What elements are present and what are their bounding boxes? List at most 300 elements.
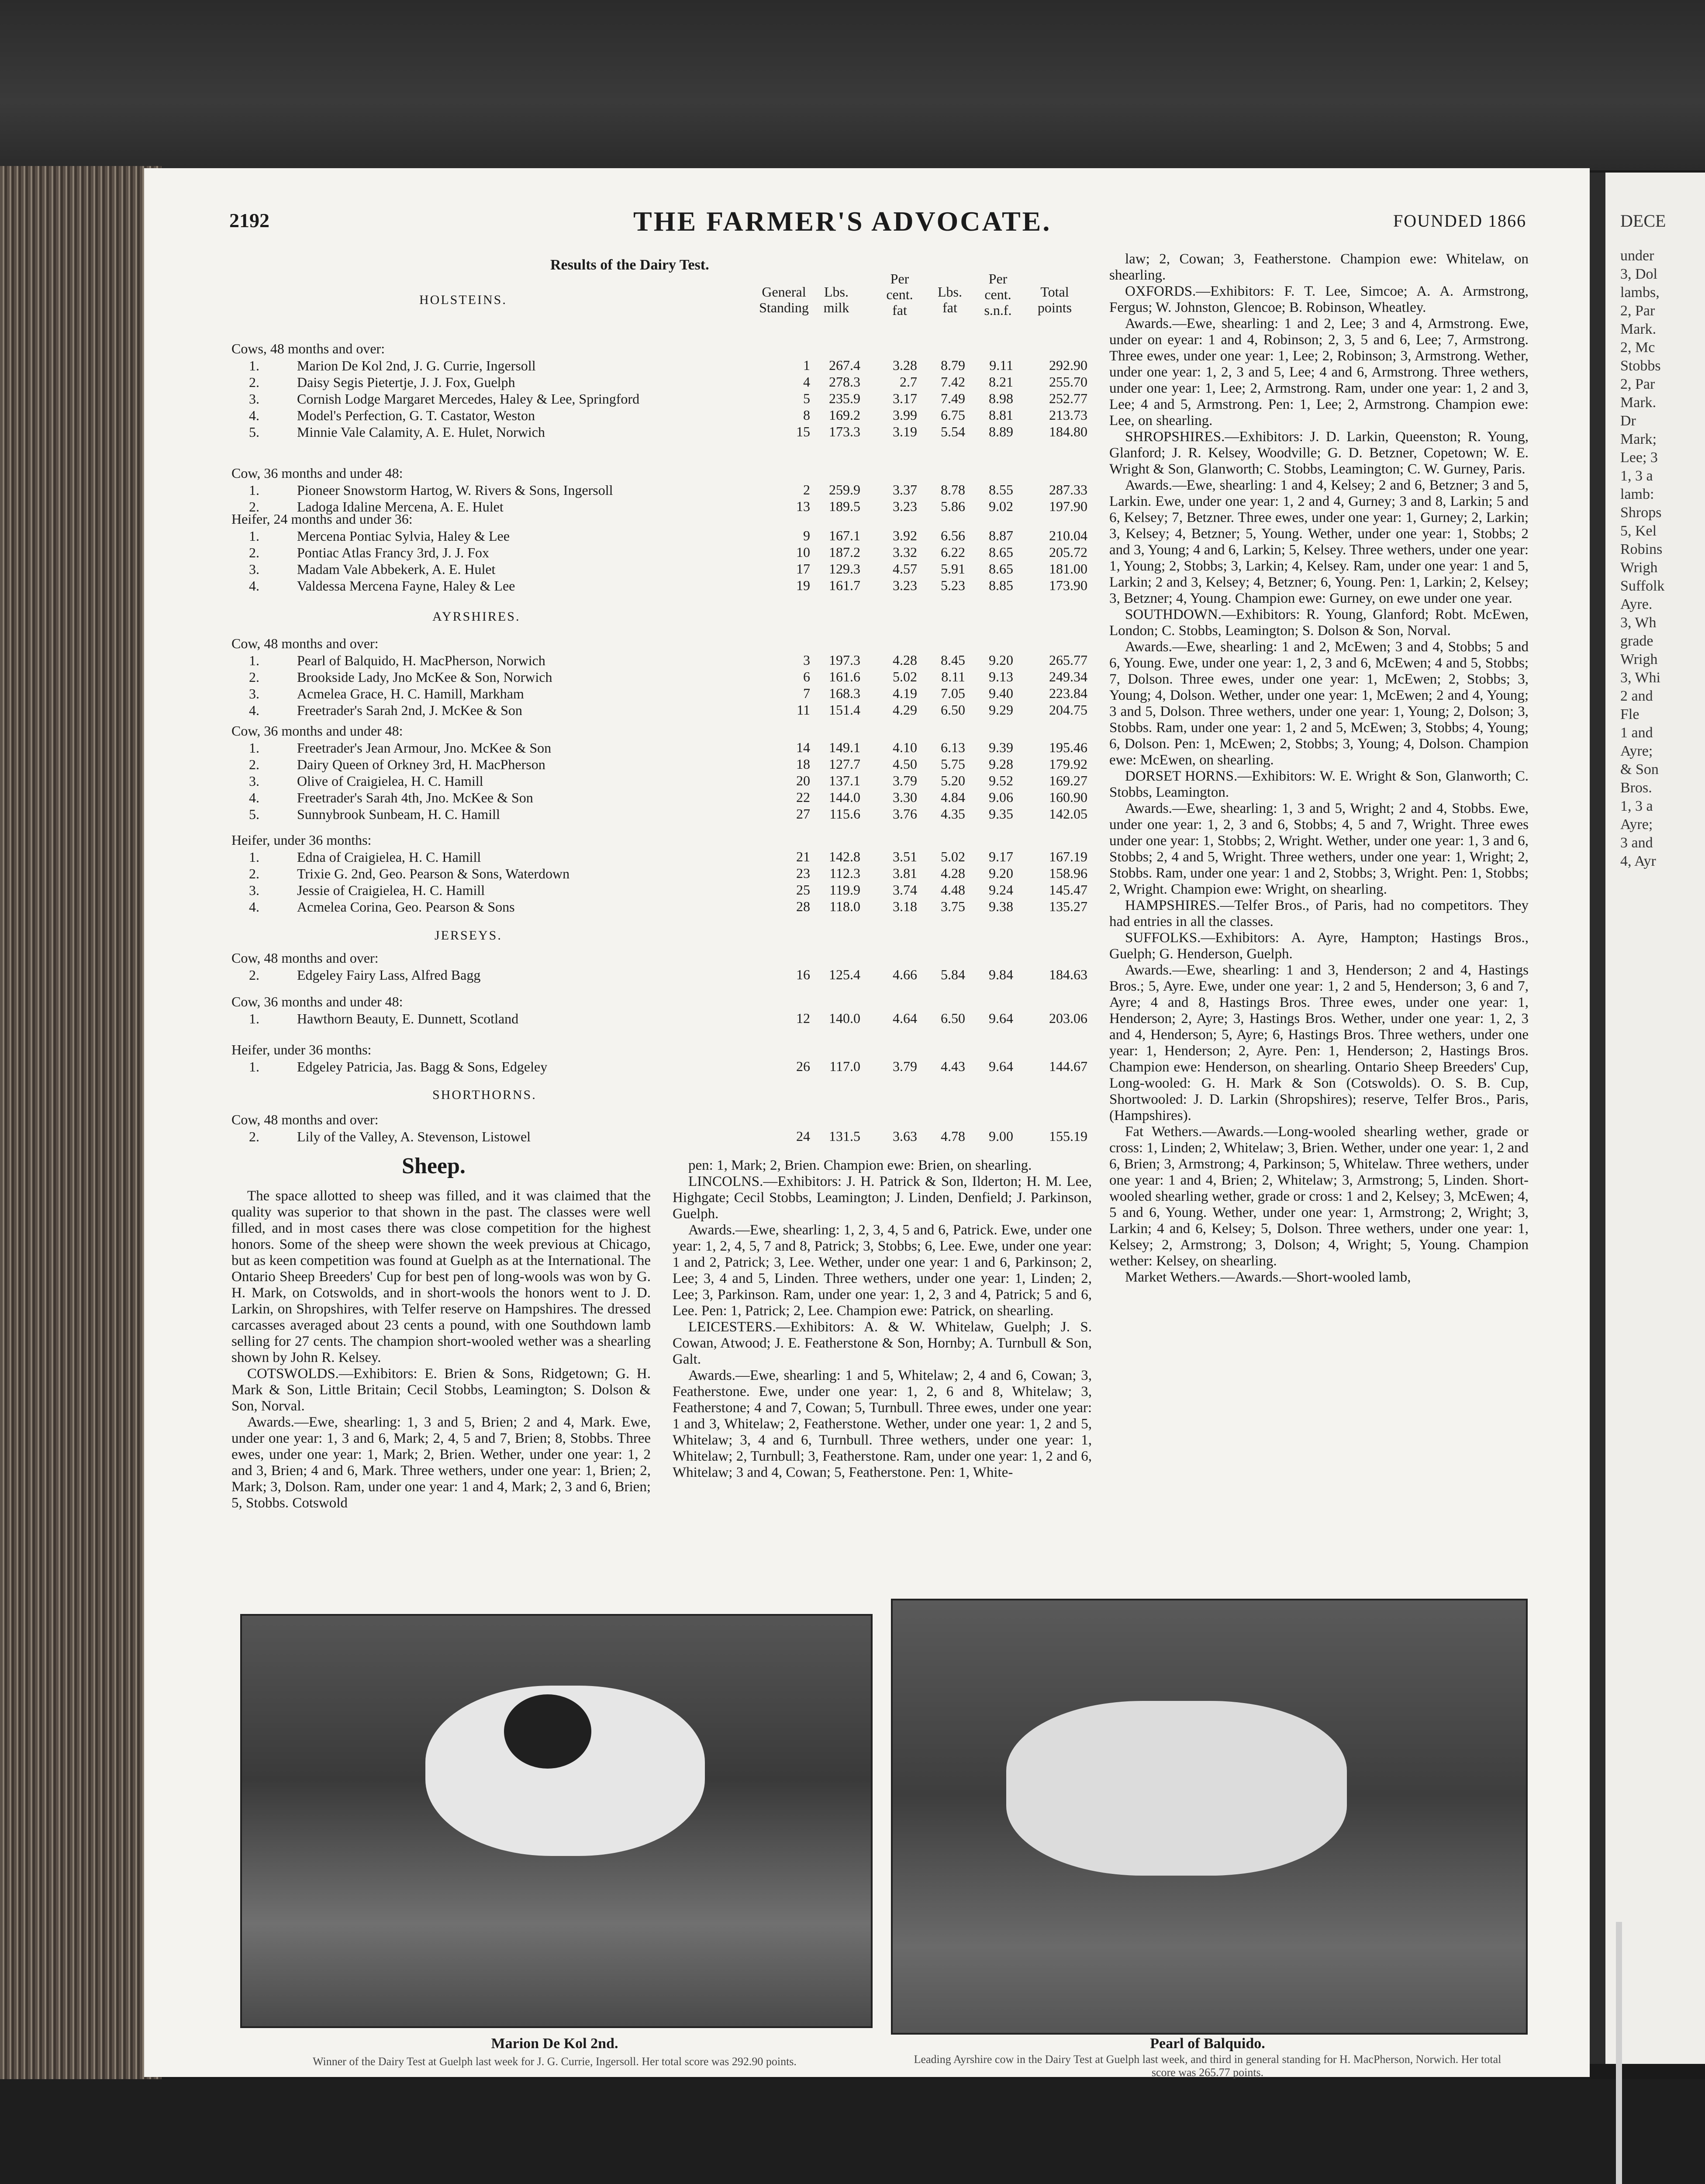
row-entry-name: Valdessa Mercena Fayne, Haley & Lee bbox=[297, 578, 515, 594]
row-entry-name: Pontiac Atlas Francy 3rd, J. J. Fox bbox=[297, 545, 489, 560]
row-value: 278.3 bbox=[829, 374, 860, 390]
row-rank: 3. bbox=[249, 686, 259, 702]
row-value: 4.48 bbox=[941, 882, 965, 898]
row-value: 8.55 bbox=[989, 482, 1013, 498]
row-value: 3.32 bbox=[893, 544, 917, 560]
row-value: 3.92 bbox=[893, 528, 917, 543]
table-row bbox=[231, 756, 545, 773]
row-value: 223.84 bbox=[1049, 685, 1087, 701]
sheep-paragraph: Awards.—Ewe, shearling: 1 and 4, Kelsey; 2 and 6, Betzner; 3 and 5, Larkin. Ewe, under one year: 1, 2 and 4, Gurney; 3 and 8, Larkin; 5 and 6, Kelsey; 7, Betzner. Three ewes, under one year: 1, Gurney; 2, Larkin; 3, Kelsey; 4, Betzner; 5, Young. Wether, under one year: 1, Stobbs; 2 and 3, Young; 4 and 6, Larkin; 5, Kelsey. Three wethers, under one year: 1, Young; 2, Stobbs; 3, Larkin; 4, Kelsey. Ram, under one year: 1 and 5, Larkin; 2 and 3, Kelsey; 4, Betzner; 6, Young. Pen: 1, Larkin; 2, Kelsey; 3, Betzner; 4, Young. Champion ewe: Gurney, on ewe under one year. bbox=[1109, 477, 1529, 606]
adjacent-text-fragment: 1, 3 a bbox=[1620, 798, 1653, 814]
page-gutter bbox=[1590, 173, 1605, 2064]
row-entry-name: Lily of the Valley, A. Stevenson, Listowel bbox=[297, 1129, 531, 1144]
row-value: 235.9 bbox=[829, 390, 860, 406]
row-entry-name: Mercena Pontiac Sylvia, Haley & Lee bbox=[297, 528, 510, 544]
row-value: 3.75 bbox=[941, 898, 965, 914]
adjacent-text-fragment: Mark; bbox=[1620, 431, 1657, 447]
row-value: 4.57 bbox=[893, 561, 917, 577]
table-row bbox=[231, 424, 545, 440]
table-row bbox=[231, 789, 533, 806]
table-group-label: Cow, 36 months and under 48: bbox=[231, 723, 403, 739]
table-group-label: Cow, 48 months and over: bbox=[231, 636, 379, 651]
row-value: 17 bbox=[796, 561, 810, 577]
row-value: 5.02 bbox=[893, 669, 917, 684]
table-group-label: Cow, 36 months and under 48: bbox=[231, 465, 403, 481]
row-rank: 4. bbox=[249, 790, 259, 805]
row-rank: 1. bbox=[249, 482, 259, 498]
row-value: 259.9 bbox=[829, 482, 860, 498]
table-row bbox=[231, 1058, 547, 1075]
row-value: 7 bbox=[803, 685, 810, 701]
row-entry-name: Olive of Craigielea, H. C. Hamill bbox=[297, 773, 483, 789]
table-group-label: Cow, 48 months and over: bbox=[231, 950, 379, 966]
row-value: 151.4 bbox=[829, 702, 860, 718]
row-value: 2 bbox=[803, 482, 810, 498]
row-rank: 1. bbox=[249, 849, 259, 865]
sheep-heading: Sheep. bbox=[402, 1154, 466, 1178]
row-value: 26 bbox=[796, 1058, 810, 1074]
table-row bbox=[231, 882, 485, 898]
table-row bbox=[231, 528, 510, 544]
adjacent-text-fragment: Bros. bbox=[1620, 780, 1652, 796]
table-row bbox=[231, 374, 515, 390]
col-total-points: Total points bbox=[1037, 284, 1072, 315]
row-value: 4.28 bbox=[941, 865, 965, 881]
row-rank: 2. bbox=[249, 499, 259, 515]
row-value: 155.19 bbox=[1049, 1128, 1087, 1144]
sheep-paragraph: LEICESTERS.—Exhibitors: A. & W. Whitelaw, Guelph; J. S. Cowan, Atwood; J. E. Featherstone & Son, Hornby; A. Turnbull & Son, Galt. bbox=[673, 1319, 1092, 1367]
row-value: 11 bbox=[797, 702, 810, 718]
masthead-title: THE FARMER'S ADVOCATE. bbox=[633, 206, 1052, 237]
col-lbs-fat: Lbs. fat bbox=[938, 284, 962, 315]
row-entry-name: Pearl of Balquido, H. MacPherson, Norwich bbox=[297, 653, 545, 668]
row-value: 127.7 bbox=[829, 756, 860, 772]
table-row bbox=[231, 669, 552, 685]
row-value: 25 bbox=[796, 882, 810, 898]
row-value: 7.42 bbox=[941, 374, 965, 390]
book-spine-edge bbox=[0, 166, 162, 2088]
sheep-paragraph: Market Wethers.—Awards.—Short-wooled lamb, bbox=[1125, 1269, 1411, 1285]
row-value: 3.76 bbox=[893, 806, 917, 822]
adjacent-text-fragment: 5, Kel bbox=[1620, 523, 1657, 539]
adjacent-text-fragment: & Son bbox=[1620, 761, 1659, 778]
sheep-paragraph: SUFFOLKS.—Exhibitors: A. Ayre, Hampton; Hastings Bros., Guelph; G. Henderson, Guelph. bbox=[1109, 930, 1529, 962]
adjacent-text-fragment: 2 and bbox=[1620, 688, 1653, 704]
table-row bbox=[231, 740, 551, 756]
adjacent-text-fragment: 1 and bbox=[1620, 725, 1653, 741]
row-value: 13 bbox=[796, 498, 810, 514]
adjacent-text-fragment: Wrigh bbox=[1620, 651, 1658, 667]
row-value: 168.3 bbox=[829, 685, 860, 701]
row-value: 18 bbox=[796, 756, 810, 772]
row-value: 118.0 bbox=[829, 898, 860, 914]
table-group-label: Heifer, under 36 months: bbox=[231, 1042, 372, 1057]
table-row bbox=[231, 357, 536, 374]
row-value: 9.20 bbox=[989, 652, 1013, 668]
row-value: 252.77 bbox=[1049, 390, 1087, 406]
adjacent-text-fragment: 2, Par bbox=[1620, 303, 1655, 319]
row-value: 8.11 bbox=[941, 669, 965, 684]
row-value: 267.4 bbox=[829, 357, 860, 373]
row-value: 6.13 bbox=[941, 740, 965, 755]
row-rank: 2. bbox=[249, 866, 259, 881]
table-row bbox=[231, 482, 613, 498]
sheep-paragraph: Awards.—Ewe, shearling: 1, 3 and 5, Brien; 2 and 4, Mark. Ewe, under one year: 1, 3 and 6, Mark; 2, 4, 5 and 7, Brien; 8, Stobbs. Three ewes, under one year: 1, Mark; 2, Brien. Wether, under one year: 1, 2 and 3, Brien; 4 and 6, Mark. Three wethers, under one year: 1, Brien; 2, Mark; 3, Dolson. Ram, under one year: 1 and 4, Mark; 2, 3 and 6, Brien; 5, Stobbs. Cotswold bbox=[231, 1414, 651, 1511]
row-rank: 4. bbox=[249, 702, 259, 718]
sheep-paragraph: Awards.—Ewe, shearling: 1 and 2, McEwen; 3 and 4, Stobbs; 5 and 6, Young. Ewe, under one year: 1, 2, 3 and 6, McEwen; 4 and 5, Stobbs; 7, Dolson. Three ewes, under one year: 1, McEwen; 2, Stobbs; 3, Young; 4, Dolson. Wether, under one year: 1, McEwen; 2 and 4, Young; 3 and 5, Dolson. Three wethers, under one year: 1, Young; 2, Dolson; 3, Stobbs. Ram, under one year: 1, 2 and 5, McEwen; 3, Stobbs; 4, Young; 6, Dolson. Pen: 1, McEwen; 2, Stobbs; 3, Young; 4, Dolson. Champion ewe: McEwen, on shearling. bbox=[1109, 639, 1529, 768]
sheep-paragraph: Awards.—Ewe, shearling: 1, 3 and 5, Wright; 2 and 4, Stobbs. Ewe, under one year: 1, 2, 3 and 6, Stobbs; 4, 5 and 7, Wright. Three ewes under one year: 1, Stobbs; 2, Wright. Wether, under one year: 1, 3 and 6, Stobbs; 2, 4 and 5, Wright. Three wethers, under one year: 1, Wright; 2, Stobbs. Ram, under one year: 1 and 2, Stobbs; 3, Wright. Pen: 1, Stobbs; 2, Wright. Champion ewe: Wright, on shearling. bbox=[1109, 801, 1529, 897]
row-value: 112.3 bbox=[829, 865, 860, 881]
row-value: 137.1 bbox=[829, 773, 860, 788]
row-value: 3.51 bbox=[893, 849, 917, 864]
row-entry-name: Minnie Vale Calamity, A. E. Hulet, Norwich bbox=[297, 424, 545, 440]
row-value: 184.80 bbox=[1049, 424, 1087, 439]
row-value: 27 bbox=[796, 806, 810, 822]
row-value: 167.1 bbox=[829, 528, 860, 543]
row-entry-name: Cornish Lodge Margaret Mercedes, Haley & Lee, Springford bbox=[297, 391, 640, 407]
row-value: 3.30 bbox=[893, 789, 917, 805]
row-value: 4.50 bbox=[893, 756, 917, 772]
row-entry-name: Freetrader's Sarah 4th, Jno. McKee & Son bbox=[297, 790, 533, 805]
row-rank: 2. bbox=[249, 669, 259, 685]
table-row bbox=[231, 967, 480, 983]
table-group-label: Heifer, 24 months and under 36: bbox=[231, 511, 413, 527]
scan-edge-stripe bbox=[1616, 1922, 1622, 2184]
adjacent-text-fragment: Stobbs bbox=[1620, 358, 1661, 374]
sheep-paragraph: Fat Wethers.—Awards.—Long-wooled shearling wether, grade or cross: 1, Linden; 2, Whitelaw; 3, Brien. Wether, under one year: 1, 2 and 6, Brien; 3, Armstrong; 4, Parkinson; 5, Whitelaw. Three wethers, under one year: 1 and 4, Brien; 2, Whitelaw; 3, Armstrong; 5, Linden. Short-wooled shearling wether, grade or cross: 1 and 2, Kelsey; 3, McEwen; 4, 5 and 6, Young. Wether, under one year: 1, Armstrong; 2, Wright; 3, Larkin; 4 and 6, Kelsey; 5, Dolson. Three wethers, under one year: 1, Kelsey; 2, Armstrong; 3, Dolson; 4, Wright; 5, Young. Champion wether: Kelsey, on shearling. bbox=[1109, 1124, 1529, 1269]
row-value: 6.50 bbox=[941, 1010, 965, 1026]
row-entry-name: Hawthorn Beauty, E. Dunnett, Scotland bbox=[297, 1011, 519, 1026]
photo-caption-right: Leading Ayrshire cow in the Dairy Test at Guelph last week, and third in general standing for H. MacPherson, Norwich. Her total score was 265.77 points. bbox=[914, 2053, 1501, 2079]
row-value: 6.75 bbox=[941, 407, 965, 423]
adjacent-text-fragment: Suffolk bbox=[1620, 578, 1665, 594]
sheep-paragraph: HAMPSHIRES.—Telfer Bros., of Paris, had no competitors. They had entries in all the classes. bbox=[1109, 898, 1529, 930]
row-entry-name: Madam Vale Abbekerk, A. E. Hulet bbox=[297, 561, 496, 577]
adjacent-text-fragment: grade bbox=[1620, 633, 1653, 649]
adjacent-text-fragment: Ayre; bbox=[1620, 743, 1653, 759]
photo-pearl-of-balquido bbox=[891, 1599, 1528, 2035]
row-rank: 3. bbox=[249, 391, 259, 407]
row-rank: 3. bbox=[249, 773, 259, 789]
table-row bbox=[231, 898, 515, 915]
row-value: 160.90 bbox=[1049, 789, 1087, 805]
sheep-column-2 bbox=[673, 1158, 1092, 1481]
adjacent-text-fragment: Shrops bbox=[1620, 505, 1662, 521]
row-value: 189.5 bbox=[829, 498, 860, 514]
adjacent-text-fragment: Wrigh bbox=[1620, 560, 1658, 576]
row-value: 161.6 bbox=[829, 669, 860, 684]
row-value: 255.70 bbox=[1049, 374, 1087, 390]
row-entry-name: Edgeley Fairy Lass, Alfred Bagg bbox=[297, 967, 481, 983]
adjacent-text-fragment: Mark. bbox=[1620, 321, 1657, 337]
photo-caption-left: Winner of the Dairy Test at Guelph last week for J. G. Currie, Ingersoll. Her total score was 292.90 points. bbox=[313, 2055, 797, 2068]
sheep-paragraph: pen: 1, Mark; 2, Brien. Champion ewe: Brien, on shearling. bbox=[688, 1158, 1032, 1173]
row-value: 3.81 bbox=[893, 865, 917, 881]
row-value: 19 bbox=[796, 577, 810, 593]
adjacent-text-fragment: Ayre. bbox=[1620, 596, 1653, 612]
row-entry-name: Freetrader's Sarah 2nd, J. McKee & Son bbox=[297, 702, 522, 718]
sheep-paragraph: SHROPSHIRES.—Exhibitors: J. D. Larkin, Queenston; R. Young, Glanford; J. R. Kelsey, Woodville; G. D. Betzner, Copetown; W. E. Wright & Son, Glanworth; C. Stobbs, Leamington; C. W. Gurney, Paris. bbox=[1109, 429, 1529, 477]
row-value: 142.8 bbox=[829, 849, 860, 864]
table-row bbox=[231, 544, 489, 561]
row-value: 115.6 bbox=[829, 806, 860, 822]
row-value: 9.11 bbox=[989, 357, 1013, 373]
row-value: 22 bbox=[796, 789, 810, 805]
row-value: 7.49 bbox=[941, 390, 965, 406]
col-per-cent-snf: Per cent. s.n.f. bbox=[984, 271, 1012, 318]
photo-title-right: Pearl of Balquido. bbox=[1150, 2035, 1265, 2052]
page-number: 2192 bbox=[229, 209, 269, 232]
row-value: 8.85 bbox=[989, 577, 1013, 593]
row-rank: 2. bbox=[249, 545, 259, 560]
sheep-paragraph: COTSWOLDS.—Exhibitors: E. Brien & Sons, Ridgetown; G. H. Mark & Son, Little Britain; Cecil Stobbs, Leamington; S. Dolson & Son, Norval. bbox=[231, 1366, 651, 1414]
row-value: 5.86 bbox=[941, 498, 965, 514]
row-value: 5.84 bbox=[941, 967, 965, 982]
row-value: 3.23 bbox=[893, 498, 917, 514]
row-value: 6 bbox=[803, 669, 810, 684]
row-value: 158.96 bbox=[1049, 865, 1087, 881]
adjacent-text-fragment: 2, Mc bbox=[1620, 339, 1655, 356]
breed-shorthorns: SHORTHORNS. bbox=[432, 1088, 537, 1102]
row-value: 8.79 bbox=[941, 357, 965, 373]
sheep-column-3 bbox=[1109, 251, 1529, 1286]
row-rank: 2. bbox=[249, 757, 259, 772]
row-value: 4.35 bbox=[941, 806, 965, 822]
row-value: 169.27 bbox=[1049, 773, 1087, 788]
breed-ayrshires: AYRSHIRES. bbox=[432, 609, 521, 624]
row-value: 4.19 bbox=[893, 685, 917, 701]
row-value: 8.65 bbox=[989, 561, 1013, 577]
row-value: 181.00 bbox=[1049, 561, 1087, 577]
sheep-paragraph: OXFORDS.—Exhibitors: F. T. Lee, Simcoe; A. A. Armstrong, Fergus; W. Johnston, Glencoe; B. Robinson, Wheatley. bbox=[1109, 283, 1529, 315]
adjacent-text-fragment: 2, Par bbox=[1620, 376, 1655, 392]
row-value: 5 bbox=[803, 390, 810, 406]
table-row bbox=[231, 806, 500, 822]
row-value: 205.72 bbox=[1049, 544, 1087, 560]
sheep-paragraph: Awards.—Ewe, shearling: 1, 2, 3, 4, 5 and 6, Patrick. Ewe, under one year: 1, 2, 4, 5, 7 and 8, Patrick; 3, Stobbs; 6, Lee. Ewe, under one year: 1 and 2, Patrick; 3, Lee. Wether, under one year: 1 and 6, Parkinson; 2, Lee; 3, 4 and 5, Linden. Three wethers, under one year: 1, Linden; 2, Lee; 3, Parkinson. Ram, under one year: 1, 2, 3 and 4, Patrick; 5 and 6, Lee. Pen: 1, Patrick; 2, Lee. Champion ewe: Patrick, on shearling. bbox=[673, 1222, 1092, 1319]
row-value: 8.78 bbox=[941, 482, 965, 498]
row-rank: 1. bbox=[249, 1059, 259, 1075]
row-rank: 4. bbox=[249, 578, 259, 594]
adjacent-text-fragment: 3, Wh bbox=[1620, 615, 1657, 631]
sheep-paragraph: SOUTHDOWN.—Exhibitors: R. Young, Glanford; Robt. McEwen, London; C. Stobbs, Leamington; S. Dolson & Son, Norval. bbox=[1109, 607, 1529, 639]
row-value: 5.54 bbox=[941, 424, 965, 439]
adjacent-text-fragment: Robins bbox=[1620, 541, 1663, 557]
sheep-paragraph: The space allotted to sheep was filled, and it was claimed that the quality was superior to that shown in the past. The classes were well filled, and in most cases there was close competition for the highest honors. Some of the sheep were shown the week previous at Chicago, but as keen competition was found at Guelph as at the International. The Ontario Sheep Breeders' Cup for best pen of long-wools was won by G. H. Mark, on Cotswolds, and in short-wools the honors went to J. D. Larkin, on Shropshires, with Telfer reserve on Hampshires. The dressed carcasses averaged about 23 cents a pound, with one Southdown lamb selling for 27 cents. The champion short-wooled wether was a shearling shown by John R. Kelsey. bbox=[231, 1188, 651, 1365]
table-group-label: Cows, 48 months and over: bbox=[231, 341, 385, 356]
row-value: 197.90 bbox=[1049, 498, 1087, 514]
adjacent-text-fragment: 3, Whi bbox=[1620, 670, 1660, 686]
row-entry-name: Acmelea Corina, Geo. Pearson & Sons bbox=[297, 899, 515, 915]
row-rank: 1. bbox=[249, 653, 259, 668]
col-lbs-milk: Lbs. milk bbox=[823, 284, 849, 315]
adjacent-text-fragment: Dr bbox=[1620, 413, 1636, 429]
table-group-label: Heifer, under 36 months: bbox=[231, 832, 372, 848]
adjacent-text-fragment: 3 and bbox=[1620, 835, 1653, 851]
dairy-test-title: Results of the Dairy Test. bbox=[550, 257, 709, 273]
row-value: 12 bbox=[796, 1010, 810, 1026]
adjacent-text-fragment: 3, Dol bbox=[1620, 266, 1657, 282]
row-value: 167.19 bbox=[1049, 849, 1087, 864]
sheep-paragraph: law; 2, Cowan; 3, Featherstone. Champion ewe: Whitelaw, on shearling. bbox=[1109, 251, 1529, 283]
row-value: 4.29 bbox=[893, 702, 917, 718]
row-value: 4.64 bbox=[893, 1010, 917, 1026]
row-rank: 1. bbox=[249, 1011, 259, 1026]
row-value: 3.74 bbox=[893, 882, 917, 898]
row-value: 3.28 bbox=[893, 357, 917, 373]
sheep-column-1 bbox=[231, 1188, 651, 1511]
row-value: 9 bbox=[803, 528, 810, 543]
row-value: 5.91 bbox=[941, 561, 965, 577]
adjacent-page-header: DECE bbox=[1620, 211, 1666, 231]
row-value: 3.79 bbox=[893, 1058, 917, 1074]
row-value: 14 bbox=[796, 740, 810, 755]
row-value: 6.22 bbox=[941, 544, 965, 560]
row-value: 4.28 bbox=[893, 652, 917, 668]
founded-label: FOUNDED 1866 bbox=[1393, 211, 1527, 231]
row-entry-name: Acmelea Grace, H. C. Hamill, Markham bbox=[297, 686, 524, 702]
row-value: 3.17 bbox=[893, 390, 917, 406]
row-value: 3.23 bbox=[893, 577, 917, 593]
col-general-standing: General Standing bbox=[759, 284, 809, 315]
scan-background-bottom bbox=[0, 2079, 1705, 2184]
row-value: 8.81 bbox=[989, 407, 1013, 423]
row-value: 9.38 bbox=[989, 898, 1013, 914]
adjacent-text-fragment: lamb: bbox=[1620, 486, 1654, 502]
row-value: 184.63 bbox=[1049, 967, 1087, 982]
row-value: 9.17 bbox=[989, 849, 1013, 864]
row-value: 149.1 bbox=[829, 740, 860, 755]
row-value: 117.0 bbox=[829, 1058, 860, 1074]
table-group-label: Cow, 48 months and over: bbox=[231, 1112, 379, 1127]
adjacent-text-fragment: lambs, bbox=[1620, 284, 1660, 301]
table-row bbox=[231, 685, 524, 702]
row-value: 173.3 bbox=[829, 424, 860, 439]
row-value: 3.37 bbox=[893, 482, 917, 498]
table-row bbox=[231, 702, 522, 719]
row-value: 179.92 bbox=[1049, 756, 1087, 772]
row-value: 9.28 bbox=[989, 756, 1013, 772]
sheep-paragraph: DORSET HORNS.—Exhibitors: W. E. Wright & Son, Glanworth; C. Stobbs, Leamington. bbox=[1109, 768, 1529, 800]
row-value: 140.0 bbox=[829, 1010, 860, 1026]
row-value: 197.3 bbox=[829, 652, 860, 668]
adjacent-text-fragment: 1, 3 a bbox=[1620, 468, 1653, 484]
row-value: 4.78 bbox=[941, 1128, 965, 1144]
table-row bbox=[231, 849, 481, 865]
photo-title-left: Marion De Kol 2nd. bbox=[491, 2035, 618, 2052]
row-value: 9.13 bbox=[989, 669, 1013, 684]
row-rank: 5. bbox=[249, 424, 259, 440]
table-row bbox=[231, 1010, 518, 1027]
row-entry-name: Daisy Segis Pietertje, J. J. Fox, Guelph bbox=[297, 374, 515, 390]
row-rank: 4. bbox=[249, 408, 259, 423]
table-row bbox=[231, 561, 495, 577]
row-value: 8.65 bbox=[989, 544, 1013, 560]
cow-body-shape bbox=[1006, 1701, 1347, 1876]
row-value: 7.05 bbox=[941, 685, 965, 701]
row-entry-name: Brookside Lady, Jno McKee & Son, Norwich bbox=[297, 669, 552, 685]
row-value: 119.9 bbox=[829, 882, 860, 898]
adjacent-text-fragment: 4, Ayr bbox=[1620, 853, 1656, 869]
row-rank: 2. bbox=[249, 374, 259, 390]
row-value: 187.2 bbox=[829, 544, 860, 560]
row-value: 195.46 bbox=[1049, 740, 1087, 755]
table-row bbox=[231, 652, 545, 669]
photo-marion-de-kol bbox=[240, 1614, 873, 2028]
row-entry-name: Edgeley Patricia, Jas. Bagg & Sons, Edgeley bbox=[297, 1059, 548, 1075]
row-value: 4.43 bbox=[941, 1058, 965, 1074]
row-value: 23 bbox=[796, 865, 810, 881]
row-value: 16 bbox=[796, 967, 810, 982]
row-value: 9.84 bbox=[989, 967, 1013, 982]
table-group-label: Cow, 36 months and under 48: bbox=[231, 994, 403, 1009]
row-value: 4 bbox=[803, 374, 810, 390]
sheep-paragraph: Awards.—Ewe, shearling: 1 and 5, Whitelaw; 2, 4 and 6, Cowan; 3, Featherstone. Ewe, under one year: 1, 2, 6 and 8, Whitelaw; 3, Featherstone; 4 and 7, Cowan; 5, Turnbull. Three ewes, under one year: 1 and 3, Whitelaw; 2, Featherstone. Wether, under one year: 1, 2 and 5, Whitelaw; 3, 4 and 6, Turnbull. Three wethers, under one year: 1, Whitelaw; 2, Turnbull; 3, Featherstone. Ram, under one year: 1, 2 and 6, Whitelaw; 3 and 4, Cowan; 5, Featherstone. Pen: 1, White- bbox=[673, 1368, 1092, 1480]
row-value: 10 bbox=[796, 544, 810, 560]
row-value: 20 bbox=[796, 773, 810, 788]
breed-holsteins: HOLSTEINS. bbox=[419, 293, 507, 307]
row-value: 213.73 bbox=[1049, 407, 1087, 423]
row-value: 9.24 bbox=[989, 882, 1013, 898]
row-entry-name: Jessie of Craigielea, H. C. Hamill bbox=[297, 882, 485, 898]
adjacent-text-fragment: under bbox=[1620, 248, 1654, 264]
row-value: 6.50 bbox=[941, 702, 965, 718]
row-value: 8.98 bbox=[989, 390, 1013, 406]
scan-background-top bbox=[0, 0, 1705, 170]
row-value: 287.33 bbox=[1049, 482, 1087, 498]
row-value: 204.75 bbox=[1049, 702, 1087, 718]
row-entry-name: Freetrader's Jean Armour, Jno. McKee & Son bbox=[297, 740, 552, 756]
adjacent-text-fragment: Mark. bbox=[1620, 394, 1657, 411]
row-value: 5.20 bbox=[941, 773, 965, 788]
row-value: 8.21 bbox=[989, 374, 1013, 390]
row-value: 249.34 bbox=[1049, 669, 1087, 684]
row-value: 8.87 bbox=[989, 528, 1013, 543]
row-value: 3.19 bbox=[893, 424, 917, 439]
row-rank: 1. bbox=[249, 358, 259, 373]
row-value: 169.2 bbox=[829, 407, 860, 423]
row-value: 28 bbox=[796, 898, 810, 914]
row-rank: 2. bbox=[249, 1129, 259, 1144]
row-value: 15 bbox=[796, 424, 810, 439]
table-row bbox=[231, 407, 535, 424]
row-value: 3.18 bbox=[893, 898, 917, 914]
row-value: 9.39 bbox=[989, 740, 1013, 755]
row-value: 9.02 bbox=[989, 498, 1013, 514]
row-value: 3.63 bbox=[893, 1128, 917, 1144]
row-value: 5.23 bbox=[941, 577, 965, 593]
adjacent-text-fragment: Ayre; bbox=[1620, 816, 1653, 833]
row-value: 2.7 bbox=[900, 374, 917, 390]
row-entry-name: Marion De Kol 2nd, J. G. Currie, Ingersoll bbox=[297, 358, 536, 373]
row-value: 9.35 bbox=[989, 806, 1013, 822]
row-entry-name: Model's Perfection, G. T. Castator, Weston bbox=[297, 408, 535, 423]
row-value: 9.06 bbox=[989, 789, 1013, 805]
row-entry-name: Pioneer Snowstorm Hartog, W. Rivers & Sons, Ingersoll bbox=[297, 482, 613, 498]
adjacent-page bbox=[1590, 173, 1705, 2064]
row-entry-name: Trixie G. 2nd, Geo. Pearson & Sons, Waterdown bbox=[297, 866, 570, 881]
row-value: 9.52 bbox=[989, 773, 1013, 788]
row-value: 9.64 bbox=[989, 1010, 1013, 1026]
row-value: 9.00 bbox=[989, 1128, 1013, 1144]
breed-jerseys: JERSEYS. bbox=[435, 928, 502, 943]
row-value: 9.64 bbox=[989, 1058, 1013, 1074]
row-rank: 2. bbox=[249, 967, 259, 983]
row-value: 145.47 bbox=[1049, 882, 1087, 898]
row-value: 4.10 bbox=[893, 740, 917, 755]
row-value: 129.3 bbox=[829, 561, 860, 577]
row-value: 135.27 bbox=[1049, 898, 1087, 914]
